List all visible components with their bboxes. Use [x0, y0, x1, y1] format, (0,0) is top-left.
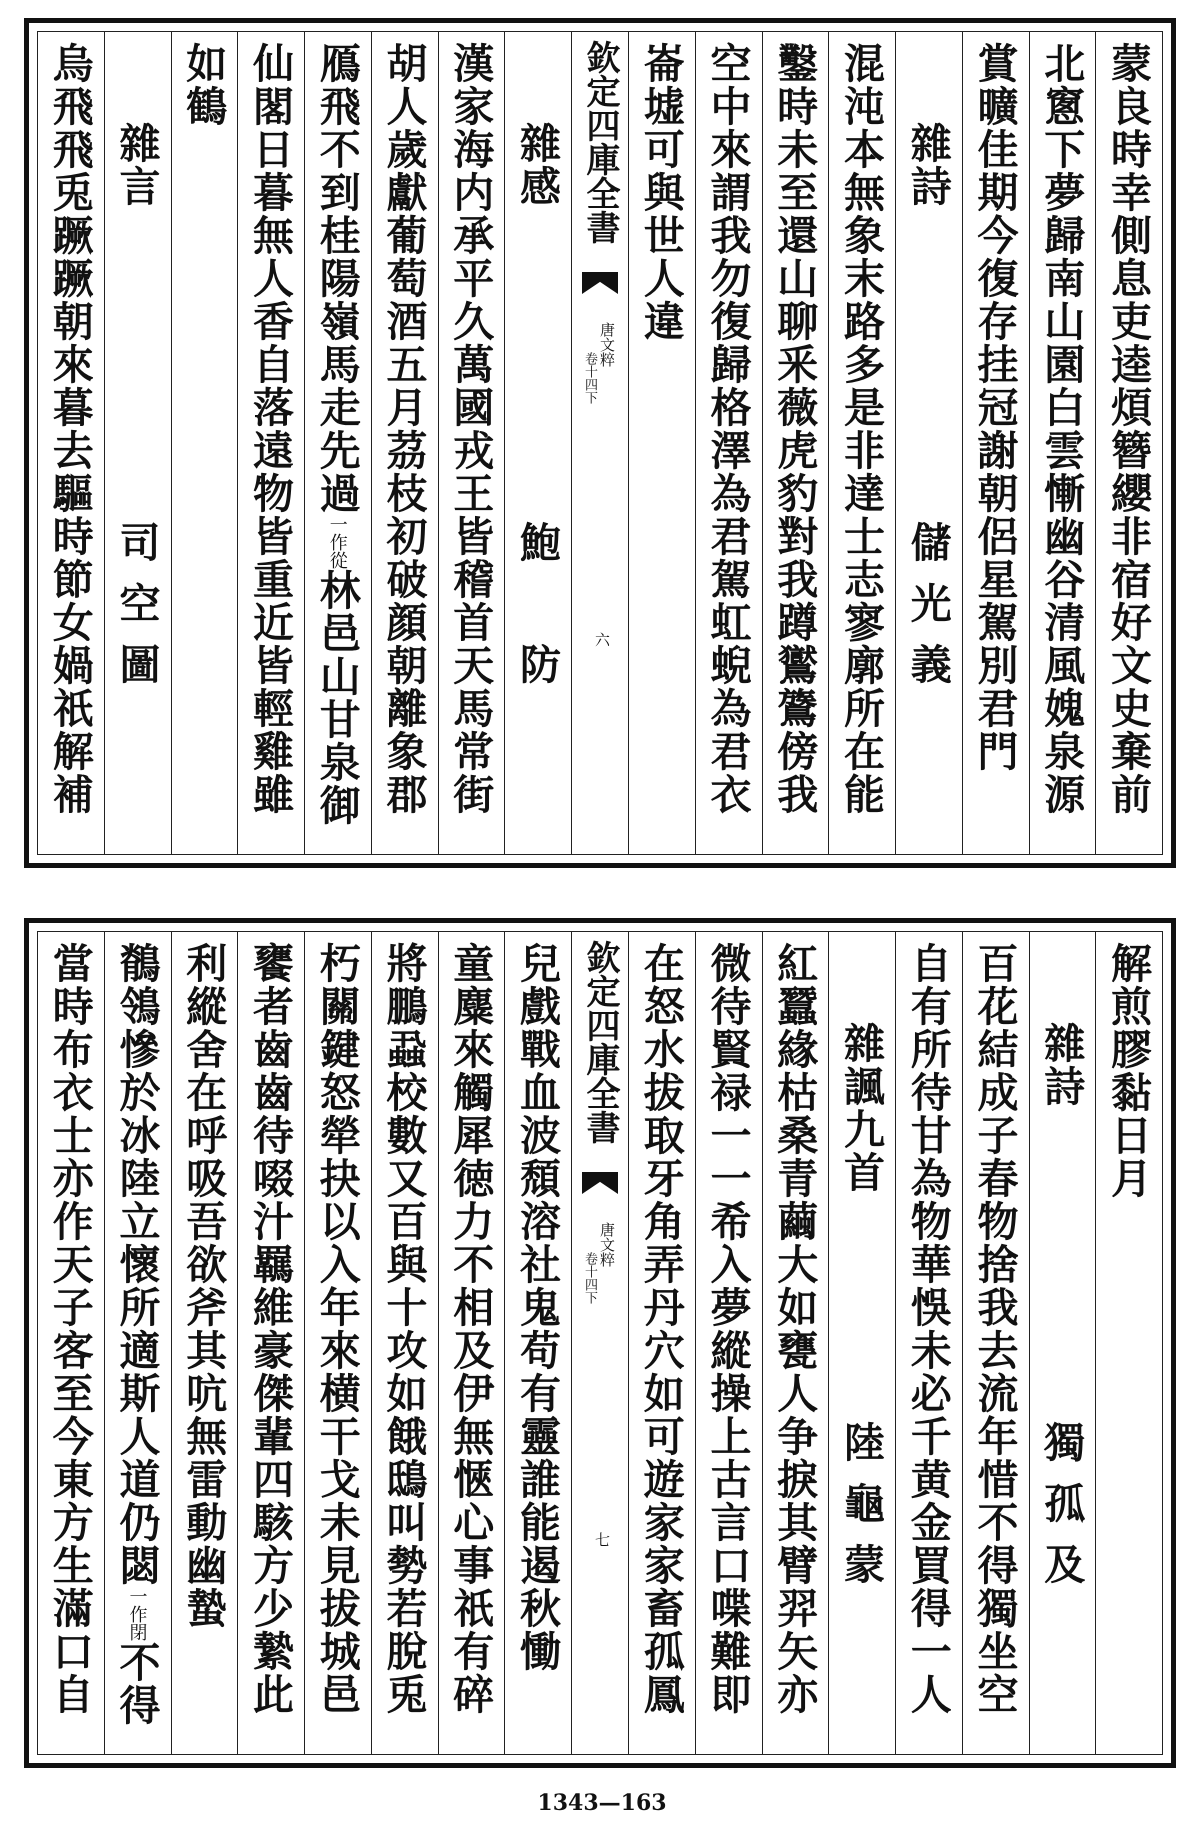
column-text: 混沌本無象末路多是非達士志寥廓所在能: [837, 42, 885, 816]
fold-volume: 卷十四下: [582, 1252, 597, 1304]
column-text: 崙墟可與世人違: [636, 42, 685, 343]
column-text: 北窻下夢歸南山園白雲慚幽谷清風媿泉源: [1037, 42, 1086, 816]
column-text: 仙閣日暮無人香自落遠物皆重近皆輕雞雖: [246, 42, 294, 816]
column-text: 利縱舍在呼吸吾欲斧其吭無雷動幽蟄: [179, 942, 228, 1630]
column-text: 胡人歲獻葡萄酒五月茘枝初破顔朝離象郡: [379, 42, 428, 816]
fold-page-number: 六: [593, 632, 611, 647]
column-text: 自有所待甘為物華悞未必千黄金買得一人: [903, 942, 952, 1716]
text-column: [171, 32, 238, 854]
text-column: [1029, 32, 1096, 854]
column-text: 微待賢禄一一希入夢縱操上古言口喋難即: [703, 942, 752, 1716]
poem-title-column: [104, 32, 171, 854]
text-column: [1095, 32, 1162, 854]
poem-title: 雜言: [112, 122, 161, 208]
text-column: [962, 32, 1029, 854]
text-column: [371, 932, 438, 1754]
column-text: 空中來謂我勿復歸格澤為君駕虹蜺為君衣: [703, 42, 752, 816]
poem-author: 儲光義: [903, 521, 952, 704]
fold-column: [571, 32, 628, 854]
poem-title: 雜詩: [903, 122, 952, 208]
text-column: [762, 932, 829, 1754]
variant-note: 一作閉: [126, 1587, 148, 1641]
column-text: 童麋來觸犀徳力不相及伊無愜心事祇有碎: [446, 942, 495, 1716]
column-text: 如鶴: [179, 42, 228, 128]
bottom-page-columns: [37, 931, 1163, 1755]
page-footer-number: 1343—163: [537, 1790, 667, 1816]
column-text: 紅蠶緣枯桑青繭大如甕人争捩其臂羿矢亦: [770, 942, 819, 1716]
poem-title-column: [1029, 932, 1096, 1754]
text-column: [695, 32, 762, 854]
column-text: [305, 42, 371, 848]
poem-title: 雜諷九首: [837, 1022, 885, 1194]
text-column: [438, 932, 505, 1754]
column-text-part: 不得: [112, 1641, 161, 1727]
text-column: [828, 32, 895, 854]
fold-title: 欽定四庫全書: [580, 940, 620, 1144]
poem-author: 司空圖: [112, 521, 161, 704]
text-column: [38, 932, 104, 1754]
text-column: [304, 32, 371, 854]
text-column: [38, 32, 104, 854]
poem-title-column: [504, 32, 571, 854]
text-column: [371, 32, 438, 854]
fold-page-number: 七: [593, 1532, 611, 1547]
column-text: 饔者齒齒待啜汁羈維豪傑輩四駭方少縶此: [246, 942, 294, 1716]
column-text: [105, 942, 171, 1748]
text-column: [695, 932, 762, 1754]
text-column: [762, 32, 829, 854]
poem-title-column: [895, 32, 962, 854]
text-column: [504, 932, 571, 1754]
column-text: 鑿時未至還山聊釆薇虎豹對我蹲鸑鷟傍我: [770, 42, 819, 816]
text-column: [104, 932, 171, 1754]
column-text: 當時布衣士亦作天子客至今東方生滿口自: [45, 942, 94, 1716]
column-text: 解煎膠黏日月: [1104, 942, 1152, 1200]
text-column: [237, 32, 304, 854]
top-page: [24, 18, 1176, 868]
text-column: [237, 932, 304, 1754]
poem-title: 雜詩: [1037, 1022, 1086, 1108]
column-text: 漢家海内承平久萬國戎王皆稽首天馬常街: [446, 42, 495, 816]
fold-volume: 卷十四下: [582, 352, 597, 404]
fold-book-name: 唐文粹: [598, 322, 616, 367]
column-text: 烏飛飛兎蹶蹶朝來暮去驅時節女媧祇解補: [45, 42, 94, 816]
fold-title: 欽定四庫全書: [580, 40, 620, 244]
column-text: 兒戲戰血波頹溶社鬼苟有靈誰能遏秋慟: [513, 942, 561, 1673]
text-column: [628, 32, 695, 854]
column-text-part: 林邑山甘泉御: [312, 569, 361, 827]
poem-title-column: [828, 932, 895, 1754]
poem-author: 獨孤及: [1037, 1421, 1086, 1604]
column-text: 在怒水拔取牙角弄丹穴如可遊家家畜孤鳳: [636, 942, 685, 1716]
column-text: 百花結成子春物捨我去流年惜不得獨坐空: [970, 942, 1019, 1716]
text-column: [962, 932, 1029, 1754]
variant-note: 一作從: [326, 515, 348, 569]
poem-author: 鮑 防: [513, 521, 561, 704]
column-text-part: 鶺鴒慘於冰陸立懷所適斯人道仍閟: [112, 942, 161, 1587]
fishtail-mark-icon: [582, 1172, 618, 1194]
column-text: 蒙良時幸側息吏逵煩簪纓非宿好文史棄前: [1104, 42, 1152, 816]
column-text-part: 鴈飛不到桂陽嶺馬走先過: [312, 42, 361, 515]
text-column: [895, 932, 962, 1754]
column-text: 賞曠佳期今復存挂冠謝朝侶星駕別君門: [970, 42, 1019, 773]
top-page-columns: [37, 31, 1163, 855]
text-column: [1095, 932, 1162, 1754]
bottom-page: [24, 918, 1176, 1768]
fold-book-name: 唐文粹: [598, 1222, 616, 1267]
fishtail-mark-icon: [582, 272, 618, 294]
fold-column: [571, 932, 628, 1754]
poem-author: 陸龜蒙: [837, 1421, 885, 1604]
text-column: [171, 932, 238, 1754]
text-column: [438, 32, 505, 854]
column-text: 將鵬蝨校數又百與十攻如餓鴟叫勢若脫兎: [379, 942, 428, 1716]
column-text: 朽關鍵怒犖抉以入年來横干戈未見拔城邑: [312, 942, 361, 1716]
poem-title: 雜感: [513, 122, 561, 208]
text-column: [304, 932, 371, 1754]
text-column: [628, 932, 695, 1754]
